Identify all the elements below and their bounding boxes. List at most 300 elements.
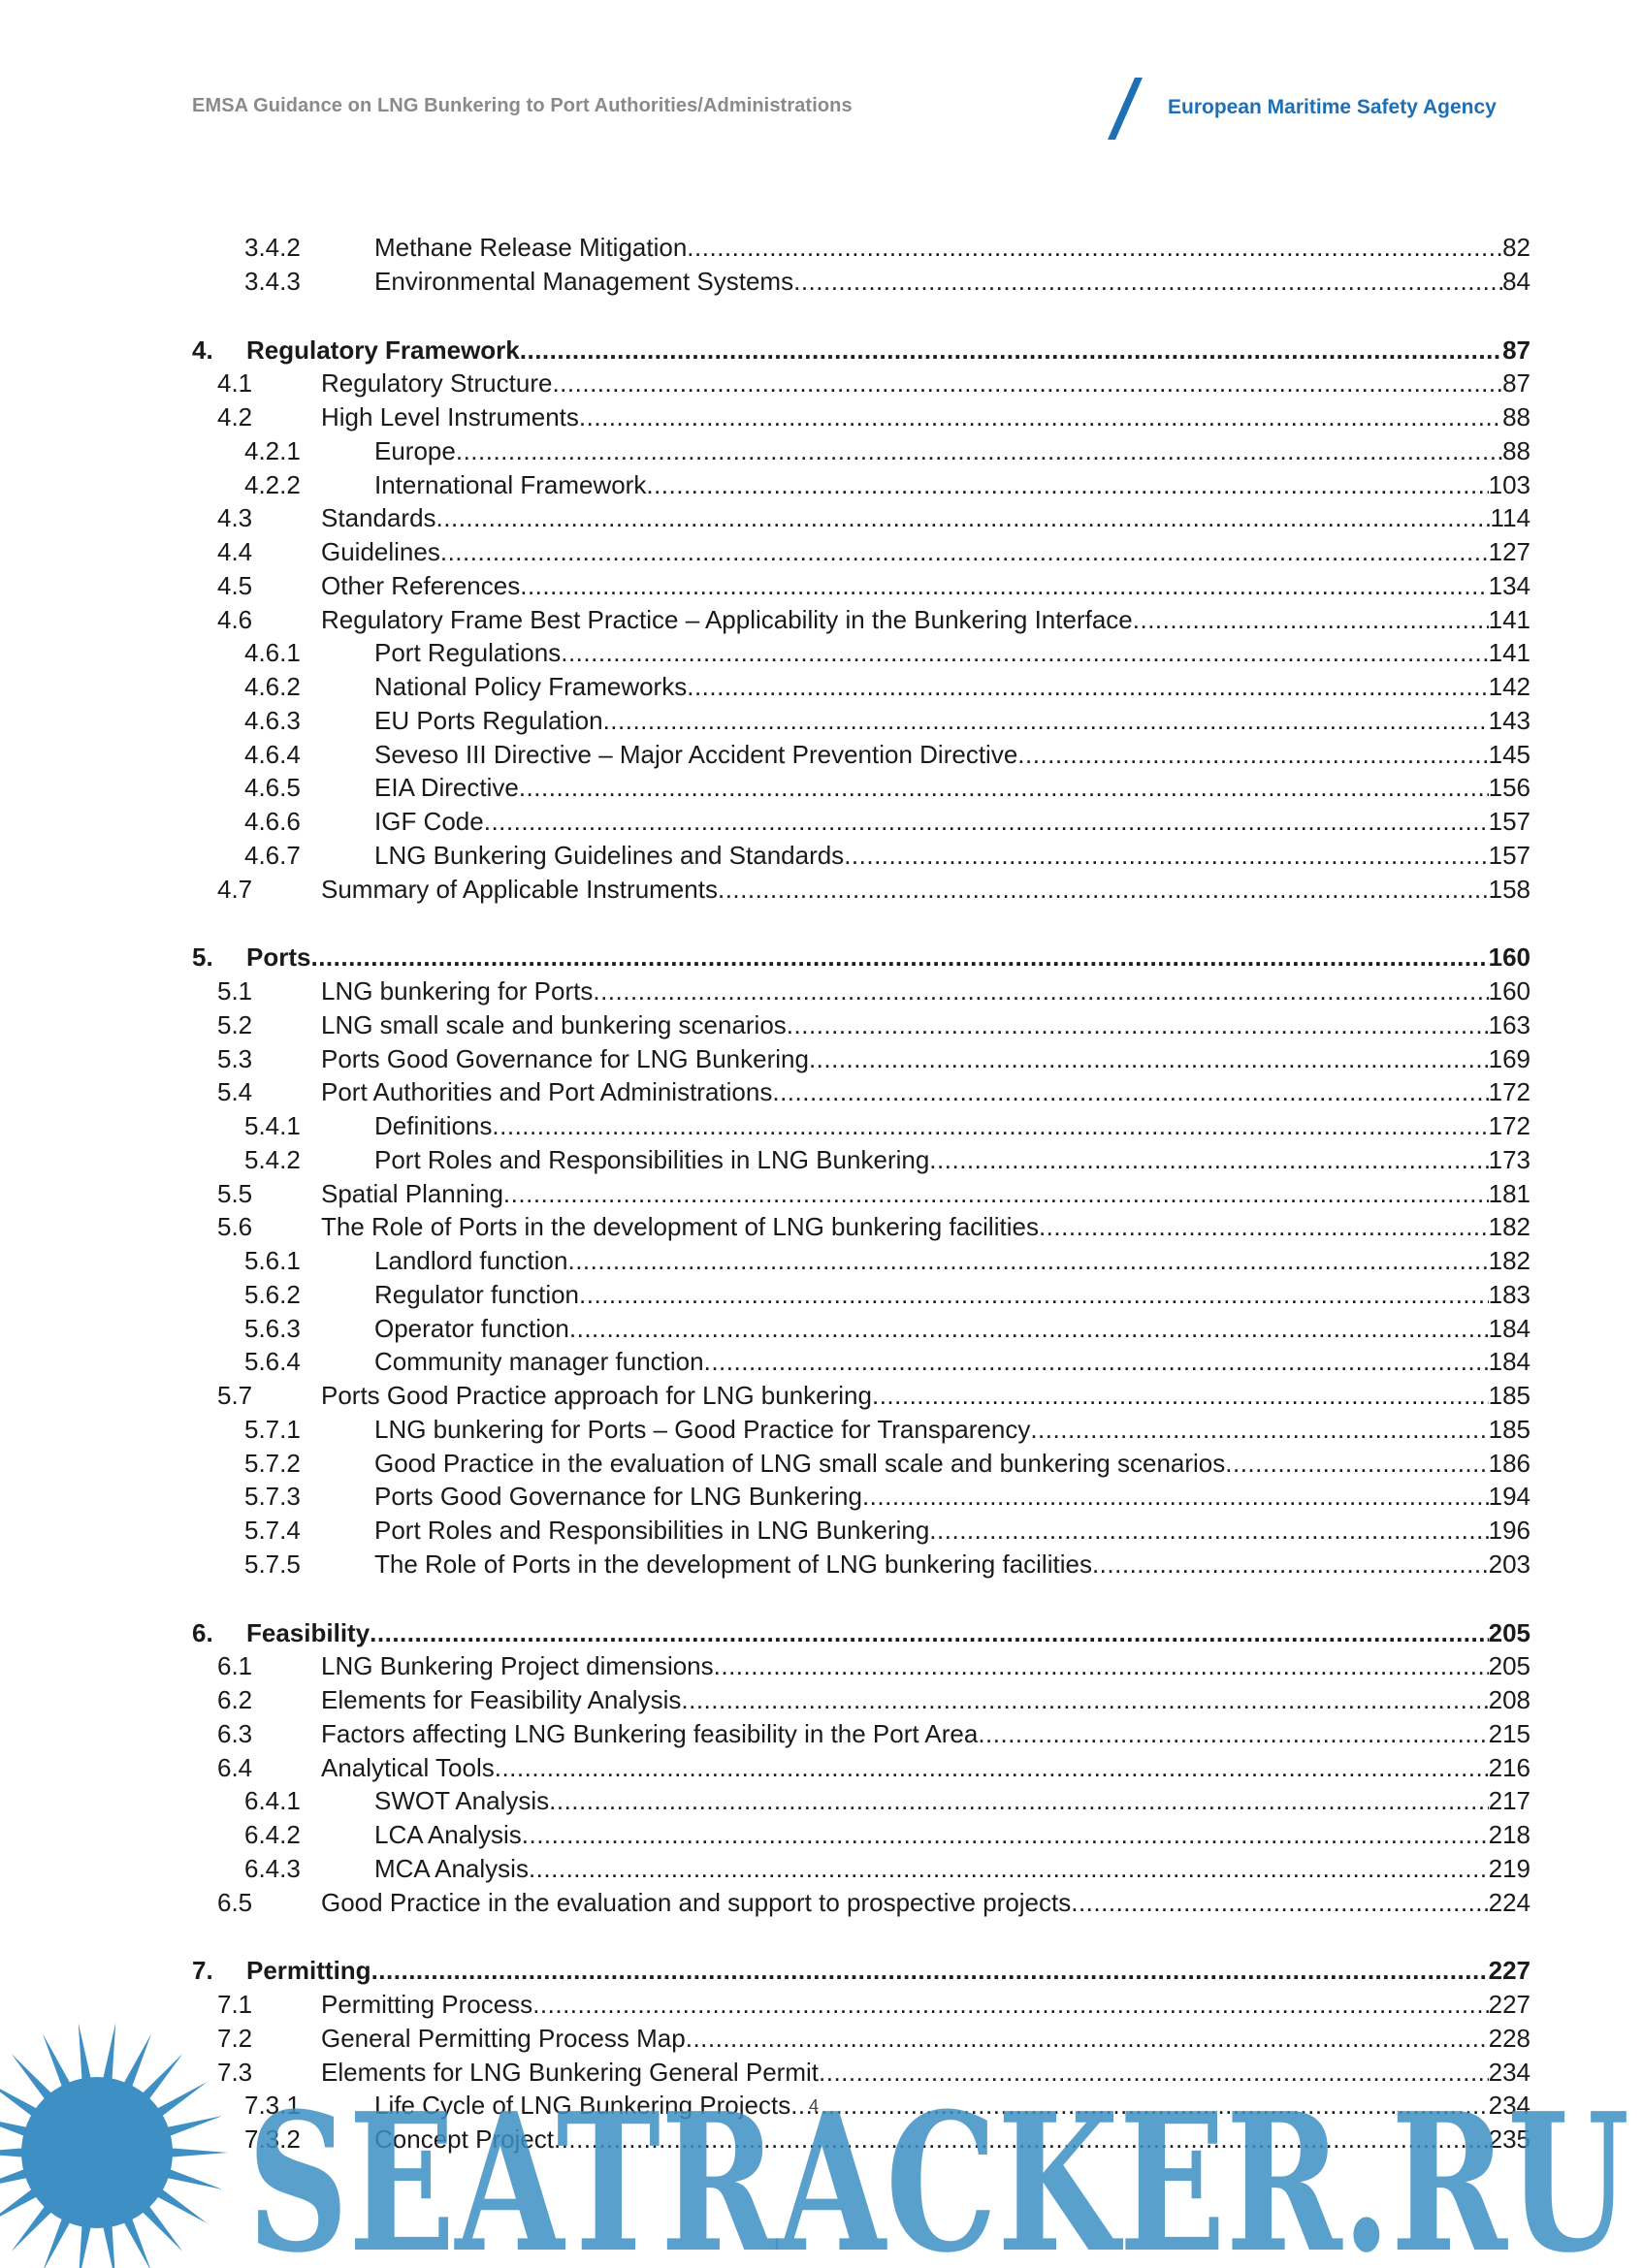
toc-row[interactable]	[0, 772, 1643, 803]
sun-ray	[139, 2202, 182, 2252]
sun-ray	[121, 2214, 151, 2268]
toc-row[interactable]	[0, 1650, 1643, 1681]
toc-section-number: 4.6.2	[244, 672, 301, 701]
toc-title-leader	[246, 1617, 1530, 1648]
toc-row[interactable]	[0, 1785, 1643, 1816]
toc-row[interactable]	[0, 874, 1643, 905]
toc-page-number: 143	[1488, 706, 1530, 735]
toc-title-leader	[374, 772, 1530, 803]
toc-row[interactable]	[0, 1144, 1643, 1175]
toc-page-number: 142	[1488, 672, 1530, 701]
toc-row[interactable]	[0, 1380, 1643, 1411]
toc-page-number: 160	[1488, 976, 1530, 1006]
toc-title-leader	[374, 1414, 1530, 1445]
toc-page-number: 186	[1488, 1449, 1530, 1478]
toc-dot-leader	[503, 1178, 1489, 1209]
toc-section-title: Regulatory Frame Best Practice – Applicability in the Bunkering Interface	[321, 605, 1133, 634]
toc-section-title: Good Practice in the evaluation and support to prospective projects	[321, 1888, 1072, 1917]
toc-page-number: 82	[1502, 233, 1530, 262]
toc-section-number: 3.4.3	[244, 267, 301, 296]
toc-section-title: Feasibility	[246, 1618, 370, 1647]
toc-chapter-row[interactable]	[0, 942, 1643, 973]
toc-dot-leader	[1133, 604, 1489, 635]
toc-page-number: 87	[1502, 335, 1530, 365]
toc-section-number: 5.4.2	[244, 1145, 301, 1174]
toc-dot-leader	[704, 1346, 1489, 1377]
toc-row[interactable]	[0, 671, 1643, 702]
toc-section-number: 4.4	[217, 537, 253, 566]
toc-dot-leader	[520, 570, 1488, 601]
toc-section-number: 4.2.1	[244, 436, 301, 465]
toc-title-leader	[321, 1718, 1530, 1749]
toc-page-number: 88	[1502, 402, 1530, 431]
toc-dot-leader	[1030, 1414, 1488, 1445]
sun-ray	[163, 2167, 223, 2189]
toc-page-number: 172	[1488, 1111, 1530, 1140]
toc-section-title: EIA Directive	[374, 773, 519, 802]
toc-title-leader	[321, 401, 1530, 432]
toc-dot-leader	[819, 2057, 1489, 2088]
toc-section-number: 5.6.4	[244, 1347, 301, 1376]
toc-row[interactable]	[0, 739, 1643, 770]
toc-row[interactable]	[0, 1752, 1643, 1783]
toc-section-title: SWOT Analysis	[374, 1786, 550, 1815]
toc-page-number: 227	[1488, 1990, 1530, 2019]
toc-dot-leader	[809, 1043, 1489, 1074]
toc-title-leader	[374, 2124, 1530, 2155]
toc-dot-leader	[569, 1313, 1489, 1344]
toc-page-number: 203	[1488, 1549, 1530, 1579]
toc-dot-leader	[529, 1853, 1489, 1884]
toc-page-number: 227	[1488, 1956, 1530, 1985]
toc-title-leader	[321, 874, 1530, 905]
toc-page-number: 218	[1488, 1820, 1530, 1849]
toc-section-number: 4.3	[217, 503, 253, 532]
toc-dot-leader	[371, 1955, 1489, 1986]
toc-row[interactable]	[0, 637, 1643, 668]
toc-dot-leader	[1071, 1887, 1488, 1918]
toc-title-leader	[374, 469, 1530, 500]
toc-row[interactable]	[0, 367, 1643, 399]
toc-dot-leader	[793, 266, 1502, 297]
sun-ray	[0, 2187, 41, 2223]
toc-title-leader	[374, 1481, 1530, 1512]
agency-name: European Maritime Safety Agency	[1168, 96, 1497, 118]
toc-row[interactable]	[0, 1346, 1643, 1377]
toc-row[interactable]	[0, 266, 1643, 297]
toc-section-number: 4.6.5	[244, 773, 301, 802]
toc-section-title: Community manager function	[374, 1347, 704, 1376]
toc-dot-leader	[978, 1718, 1488, 1749]
toc-page-number: 127	[1488, 537, 1530, 566]
toc-dot-leader	[532, 1989, 1488, 2020]
toc-dot-leader	[310, 942, 1488, 973]
toc-title-leader	[374, 840, 1530, 871]
toc-page-number: 172	[1488, 1077, 1530, 1106]
toc-section-number: 6.1	[217, 1651, 253, 1680]
toc-dot-leader	[579, 1279, 1489, 1310]
toc-section-number: 4.2	[217, 402, 253, 431]
toc-section-title: MCA Analysis	[374, 1854, 529, 1883]
toc-section-title: Other References	[321, 571, 521, 600]
toc-section-title: Analytical Tools	[321, 1753, 495, 1782]
toc-page-number: 84	[1502, 267, 1530, 296]
sun-ray	[12, 2202, 55, 2252]
toc-section-title: Concept Project	[374, 2124, 554, 2154]
toc-section-title: Operator function	[374, 1314, 569, 1343]
toc-title-leader	[321, 1989, 1530, 2020]
toc-section-title: Regulatory Framework	[246, 335, 520, 365]
toc-title-leader	[321, 502, 1530, 533]
toc-section-number: 4.1	[217, 368, 253, 398]
toc-row[interactable]	[0, 1279, 1643, 1310]
toc-section-number: 5.6.2	[244, 1280, 301, 1309]
toc-title-leader	[374, 1853, 1530, 1884]
toc-section-title: Ports Good Governance for LNG Bunkering	[321, 1044, 809, 1073]
toc-section-number: 5.7	[217, 1381, 253, 1410]
toc-dot-leader	[687, 232, 1502, 263]
toc-dot-leader	[549, 1785, 1488, 1816]
toc-page-number: 196	[1488, 1516, 1530, 1545]
toc-row[interactable]	[0, 2023, 1643, 2054]
toc-section-title: Elements for LNG Bunkering General Permit	[321, 2058, 819, 2087]
toc-title-leader	[374, 1144, 1530, 1175]
toc-page-number: 224	[1488, 1888, 1530, 1917]
toc-title-leader	[374, 232, 1530, 263]
toc-row[interactable]	[0, 1414, 1643, 1445]
toc-section-title: LNG bunkering for Ports – Good Practice for Transparency	[374, 1415, 1031, 1444]
toc-dot-leader	[495, 1752, 1489, 1783]
toc-dot-leader	[436, 502, 1491, 533]
toc-dot-leader	[646, 469, 1488, 500]
toc-title-leader	[321, 1380, 1530, 1411]
toc-dot-leader	[456, 435, 1502, 466]
toc-title-leader	[321, 1009, 1530, 1040]
toc-row[interactable]	[0, 435, 1643, 466]
sun-ray	[0, 2167, 32, 2189]
toc-title-leader	[321, 975, 1530, 1006]
toc-dot-leader	[593, 975, 1488, 1006]
toc-page-number: 141	[1488, 638, 1530, 667]
toc-page-number: 235	[1488, 2124, 1530, 2154]
toc-row[interactable]	[0, 2124, 1643, 2155]
toc-row[interactable]	[0, 1448, 1643, 1479]
toc-page-number: 217	[1488, 1786, 1530, 1815]
toc-section-title: LNG small scale and bunkering scenarios	[321, 1010, 787, 1039]
toc-page-number: 156	[1488, 773, 1530, 802]
toc-row[interactable]	[0, 1211, 1643, 1242]
toc-page-number: 88	[1502, 436, 1530, 465]
toc-title-leader	[374, 2090, 1530, 2121]
toc-section-title: Regulatory Structure	[321, 368, 553, 398]
toc-row[interactable]	[0, 1549, 1643, 1580]
toc-title-leader	[374, 671, 1530, 702]
toc-page-number: 160	[1488, 942, 1530, 972]
toc-dot-leader	[687, 671, 1488, 702]
toc-section-number: 4.6.3	[244, 706, 301, 735]
toc-title-leader	[321, 2023, 1530, 2054]
toc-section-title: Permitting Process	[321, 1990, 533, 2019]
toc-section-number: 4.6.4	[244, 740, 301, 769]
toc-section-title: Port Regulations	[374, 638, 562, 667]
toc-section-number: 7.	[192, 1956, 213, 1985]
toc-section-number: 5.	[192, 942, 213, 972]
toc-row[interactable]	[0, 705, 1643, 736]
toc-dot-leader	[714, 1650, 1489, 1681]
toc-section-title: The Role of Ports in the development of LNG bunkering facilities	[374, 1549, 1092, 1579]
toc-section-number: 4.6	[217, 605, 253, 634]
toc-row[interactable]	[0, 1819, 1643, 1850]
toc-dot-leader	[603, 705, 1489, 736]
toc-section-number: 4.2.2	[244, 470, 301, 499]
toc-section-number: 5.5	[217, 1179, 253, 1208]
sun-ray	[43, 2214, 73, 2268]
toc-page-number: 87	[1502, 368, 1530, 398]
toc-row[interactable]	[0, 806, 1643, 837]
toc-row[interactable]	[0, 1076, 1643, 1107]
toc-row[interactable]	[0, 1853, 1643, 1884]
toc-title-leader	[374, 1515, 1530, 1546]
toc-section-title: The Role of Ports in the development of LNG bunkering facilities	[321, 1212, 1039, 1241]
toc-title-leader	[321, 536, 1530, 567]
toc-title-leader	[246, 942, 1530, 973]
toc-section-title: Port Roles and Responsibilities in LNG Bunkering	[374, 1516, 930, 1545]
toc-dot-leader	[862, 1481, 1489, 1512]
toc-dot-leader	[1039, 1211, 1489, 1242]
toc-title-leader	[374, 266, 1530, 297]
toc-page-number: 183	[1488, 1280, 1530, 1309]
toc-row[interactable]	[0, 469, 1643, 500]
toc-row[interactable]	[0, 1684, 1643, 1715]
toc-section-number: 5.1	[217, 976, 253, 1006]
toc-row[interactable]	[0, 1178, 1643, 1209]
sun-ray	[102, 2220, 115, 2268]
toc-page-number: 157	[1488, 807, 1530, 836]
toc-row[interactable]	[0, 840, 1643, 871]
toc-title-leader	[321, 1211, 1530, 1242]
toc-row[interactable]	[0, 1989, 1643, 2020]
toc-section-number: 4.6.1	[244, 638, 301, 667]
toc-section-title: Elements for Feasibility Analysis	[321, 1685, 682, 1714]
toc-section-title: General Permitting Process Map	[321, 2024, 686, 2053]
toc-section-number: 5.7.3	[244, 1482, 301, 1511]
toc-page-number: 182	[1488, 1212, 1530, 1241]
toc-page-number: 228	[1488, 2024, 1530, 2053]
toc-section-title: Ports Good Governance for LNG Bunkering	[374, 1482, 862, 1511]
toc-row[interactable]	[0, 975, 1643, 1006]
sun-ray	[79, 2220, 92, 2268]
toc-section-number: 5.6	[217, 1212, 253, 1241]
toc-dot-leader	[561, 637, 1488, 668]
toc-section-number: 7.3.2	[244, 2124, 301, 2154]
toc-row[interactable]	[0, 2090, 1643, 2121]
toc-section-number: 7.3	[217, 2058, 253, 2087]
toc-chapter-row[interactable]	[0, 1955, 1643, 1986]
toc-page-number: 114	[1490, 503, 1530, 532]
toc-section-number: 3.4.2	[244, 233, 301, 262]
toc-section-title: Environmental Management Systems	[374, 267, 794, 296]
toc-section-number: 6.2	[217, 1685, 253, 1714]
toc-section-number: 4.6.7	[244, 841, 301, 870]
toc-section-title: Life Cycle of LNG Bunkering Projects	[374, 2091, 791, 2120]
toc-dot-leader	[579, 401, 1502, 432]
toc-section-number: 5.7.4	[244, 1516, 301, 1545]
toc-row[interactable]	[0, 1515, 1643, 1546]
toc-title-leader	[321, 1752, 1530, 1783]
toc-section-number: 4.6.6	[244, 807, 301, 836]
toc-page-number: 169	[1488, 1044, 1530, 1073]
toc-section-number: 5.6.1	[244, 1246, 301, 1275]
toc-title-leader	[321, 367, 1530, 399]
toc-section-title: EU Ports Regulation	[374, 706, 603, 735]
toc-page-number: 157	[1488, 841, 1530, 870]
toc-title-leader	[374, 1313, 1530, 1344]
toc-section-number: 7.2	[217, 2024, 253, 2053]
watermark-text: SEATRACKER.RU	[247, 2072, 1629, 2268]
toc-section-number: 6.4.1	[244, 1786, 301, 1815]
toc-page-number: 145	[1488, 740, 1530, 769]
toc-section-title: LNG Bunkering Project dimensions	[321, 1651, 714, 1680]
toc-title-leader	[374, 1549, 1530, 1580]
toc-title-leader	[374, 806, 1530, 837]
toc-dot-leader	[519, 772, 1489, 803]
toc-title-leader	[374, 1819, 1530, 1850]
toc-page-number: 173	[1488, 1145, 1530, 1174]
toc-dot-leader	[718, 874, 1489, 905]
toc-row[interactable]	[0, 570, 1643, 601]
toc-section-title: Permitting	[246, 1956, 371, 1985]
toc-dot-leader	[681, 1684, 1488, 1715]
toc-page-number: 194	[1488, 1482, 1530, 1511]
toc-title-leader	[321, 2057, 1530, 2088]
toc-row[interactable]	[0, 2057, 1643, 2088]
toc-section-number: 6.4	[217, 1753, 253, 1782]
toc-section-title: Good Practice in the evaluation of LNG small scale and bunkering scenarios	[374, 1449, 1226, 1478]
toc-page-number: 184	[1488, 1314, 1530, 1343]
emsa-logo-slash-icon	[1106, 78, 1144, 140]
toc-section-number: 4.7	[217, 875, 253, 904]
toc-section-number: 6.3	[217, 1719, 253, 1748]
toc-title-leader	[321, 1684, 1530, 1715]
toc-section-title: IGF Code	[374, 807, 484, 836]
toc-title-leader	[374, 739, 1530, 770]
toc-title-leader	[321, 1887, 1530, 1918]
toc-dot-leader	[484, 806, 1489, 837]
toc-row[interactable]	[0, 1043, 1643, 1074]
toc-chapter-row[interactable]	[0, 335, 1643, 366]
page-number: 4	[809, 2096, 820, 2116]
toc-title-leader	[374, 1245, 1530, 1276]
toc-dot-leader	[772, 1076, 1488, 1107]
toc-section-number: 5.7.5	[244, 1549, 301, 1579]
toc-section-title: Definitions	[374, 1111, 493, 1140]
toc-dot-leader	[844, 840, 1488, 871]
toc-section-title: High Level Instruments	[321, 402, 579, 431]
toc-section-title: LNG bunkering for Ports	[321, 976, 594, 1006]
toc-row[interactable]	[0, 401, 1643, 432]
toc-title-leader	[321, 570, 1530, 601]
toc-section-title: Ports	[246, 942, 311, 972]
toc-section-title: Regulator function	[374, 1280, 580, 1309]
toc-row[interactable]	[0, 1718, 1643, 1749]
toc-section-number: 5.4.1	[244, 1111, 301, 1140]
toc-section-title: Spatial Planning	[321, 1179, 503, 1208]
toc-section-number: 6.5	[217, 1888, 253, 1917]
toc-dot-leader	[554, 2124, 1489, 2155]
toc-title-leader	[374, 1279, 1530, 1310]
toc-dot-leader	[787, 1009, 1489, 1040]
toc-section-title: National Policy Frameworks	[374, 672, 688, 701]
toc-section-title: Standards	[321, 503, 436, 532]
toc-title-leader	[321, 1076, 1530, 1107]
toc-page-number: 185	[1488, 1415, 1530, 1444]
document-header-title: EMSA Guidance on LNG Bunkering to Port Authorities/Administrations	[192, 95, 853, 116]
toc-section-number: 5.7.1	[244, 1415, 301, 1444]
toc-page-number: 205	[1488, 1651, 1530, 1680]
toc-section-title: LCA Analysis	[374, 1820, 522, 1849]
toc-page-number: 234	[1488, 2091, 1530, 2120]
toc-section-number: 5.2	[217, 1010, 253, 1039]
toc-page-number: 234	[1488, 2058, 1530, 2087]
toc-page-number: 182	[1488, 1246, 1530, 1275]
toc-title-leader	[321, 1043, 1530, 1074]
toc-section-number: 7.1	[217, 1990, 253, 2019]
toc-section-title: Europe	[374, 436, 456, 465]
toc-dot-leader	[492, 1110, 1488, 1141]
toc-dot-leader	[929, 1515, 1488, 1546]
sun-ray	[153, 2187, 208, 2223]
toc-page-number: 215	[1488, 1719, 1530, 1748]
toc-title-leader	[246, 335, 1530, 366]
toc-section-title: Summary of Applicable Instruments	[321, 875, 718, 904]
toc-row[interactable]	[0, 232, 1643, 263]
toc-dot-leader	[790, 2090, 1488, 2121]
toc-dot-leader	[567, 1245, 1488, 1276]
toc-page-number: 205	[1488, 1618, 1530, 1647]
toc-section-title: Factors affecting LNG Bunkering feasibility in the Port Area	[321, 1719, 979, 1748]
toc-title-leader	[246, 1955, 1530, 1986]
toc-page-number: 134	[1488, 571, 1530, 600]
toc-row[interactable]	[0, 1313, 1643, 1344]
toc-page-number: 103	[1488, 470, 1530, 499]
toc-section-number: 5.6.3	[244, 1314, 301, 1343]
toc-row[interactable]	[0, 536, 1643, 567]
toc-title-leader	[374, 1785, 1530, 1816]
toc-section-title: Methane Release Mitigation	[374, 233, 688, 262]
toc-title-leader	[374, 1448, 1530, 1479]
toc-dot-leader	[686, 2023, 1489, 2054]
toc-section-number: 7.3.1	[244, 2091, 301, 2120]
toc-page-number: 184	[1488, 1347, 1530, 1376]
toc-section-title: LNG Bunkering Guidelines and Standards	[374, 841, 845, 870]
toc-dot-leader	[522, 1819, 1489, 1850]
toc-row[interactable]	[0, 1245, 1643, 1276]
toc-row[interactable]	[0, 1481, 1643, 1512]
toc-chapter-row[interactable]	[0, 1617, 1643, 1648]
toc-dot-leader	[1017, 739, 1488, 770]
toc-row[interactable]	[0, 1110, 1643, 1141]
toc-title-leader	[374, 705, 1530, 736]
toc-section-number: 4.5	[217, 571, 253, 600]
toc-row[interactable]	[0, 1009, 1643, 1040]
toc-dot-leader	[440, 536, 1489, 567]
toc-row[interactable]	[0, 502, 1643, 533]
toc-row[interactable]	[0, 1887, 1643, 1918]
toc-section-title: Landlord function	[374, 1246, 568, 1275]
toc-section-number: 6.4.2	[244, 1820, 301, 1849]
toc-section-number: 6.4.3	[244, 1854, 301, 1883]
toc-row[interactable]	[0, 604, 1643, 635]
